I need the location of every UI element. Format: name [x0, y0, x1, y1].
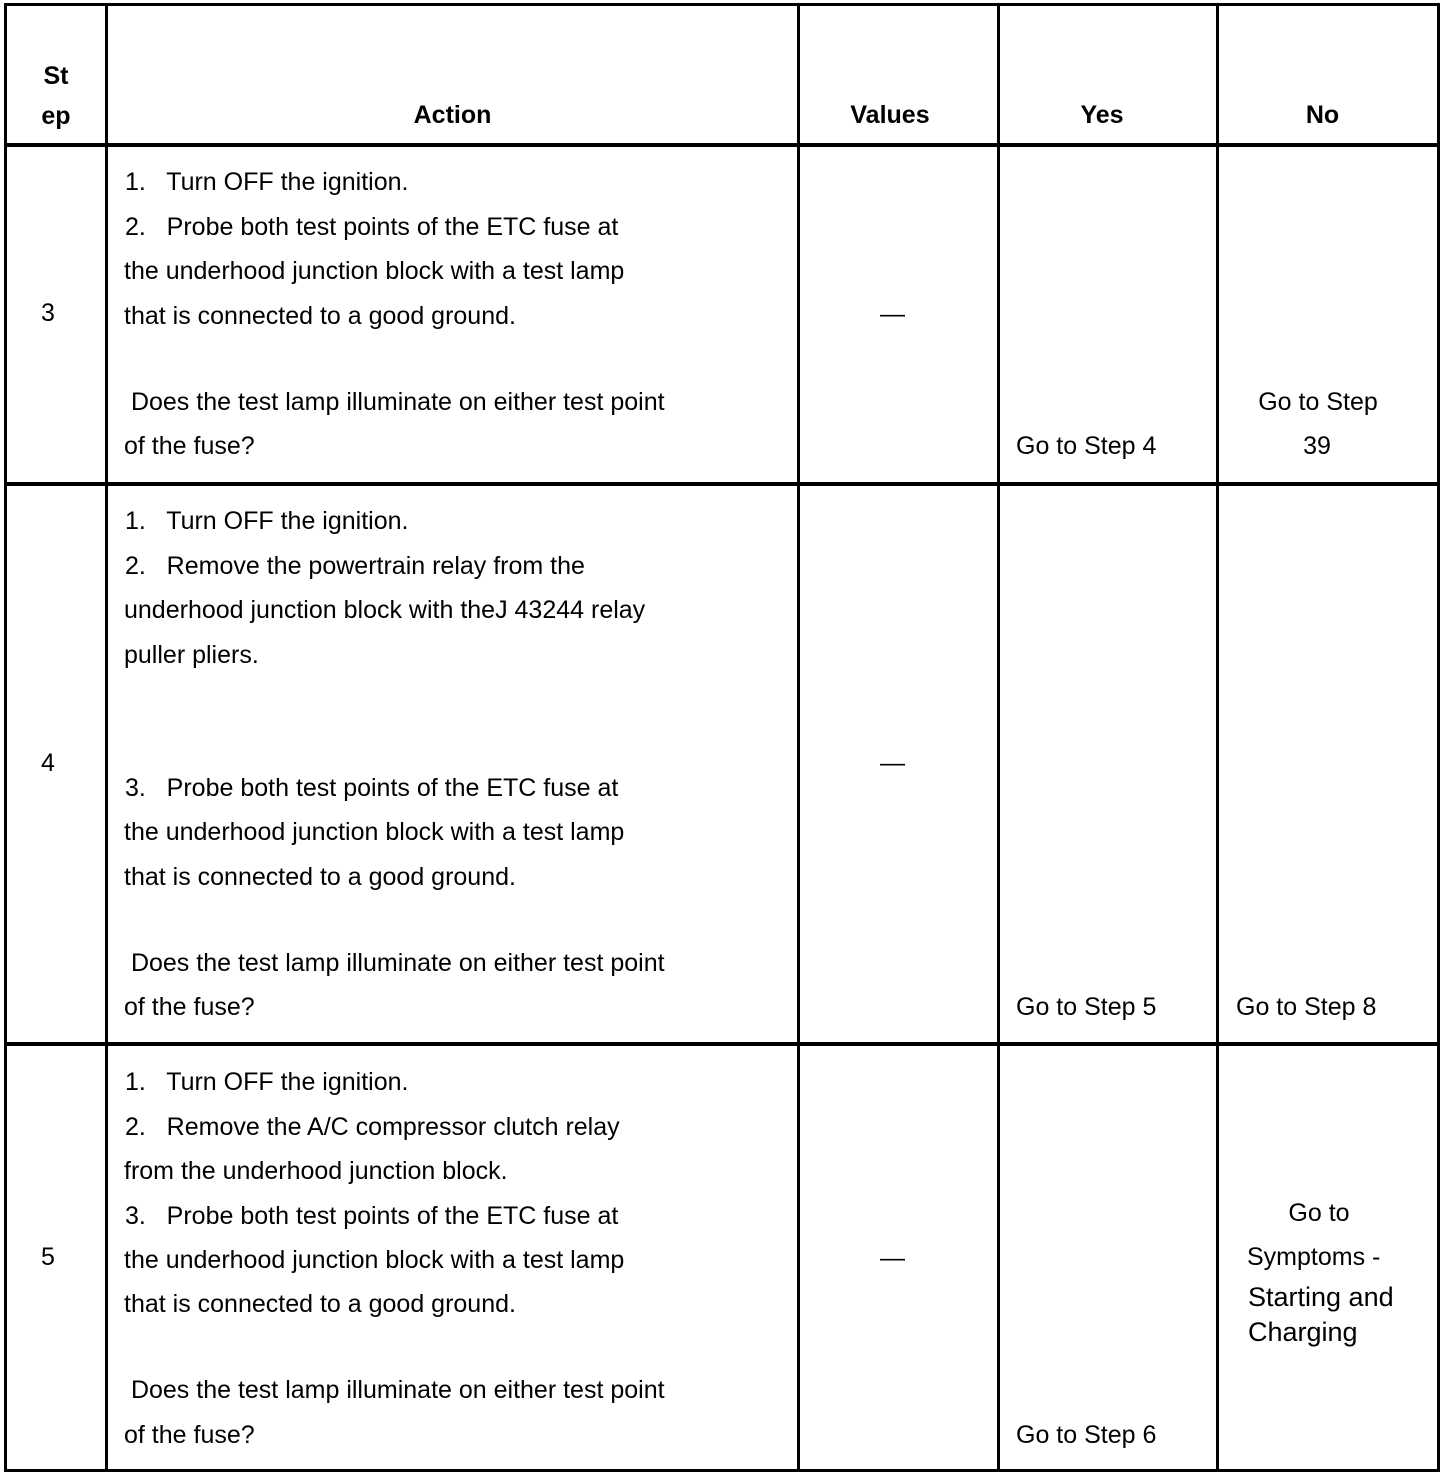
- header-yes: Yes: [1080, 101, 1124, 129]
- no-link[interactable]: Go to Step: [1258, 388, 1378, 416]
- step-number: 3: [41, 299, 55, 327]
- header-action: Action: [413, 101, 492, 129]
- value-dash: —: [880, 300, 905, 328]
- action-line: 1. Turn OFF the ignition.: [125, 1068, 409, 1096]
- step-number: 5: [41, 1243, 55, 1271]
- action-line: 2. Remove the A/C compressor clutch relay: [125, 1113, 620, 1141]
- action-line: the underhood junction block with a test lamp: [124, 1246, 625, 1274]
- action-line: puller pliers.: [124, 641, 259, 669]
- yes-link[interactable]: Go to Step 5: [1016, 993, 1157, 1021]
- header-values: Values: [850, 101, 930, 129]
- header-step: ep: [41, 102, 71, 130]
- yes-link[interactable]: Go to Step 4: [1016, 432, 1157, 460]
- action-line: the underhood junction block with a test lamp: [124, 818, 625, 846]
- table-border-top: [4, 3, 1440, 6]
- no-link[interactable]: Symptoms -: [1247, 1243, 1381, 1271]
- action-line: the underhood junction block with a test lamp: [124, 257, 625, 285]
- no-link[interactable]: Go to: [1288, 1199, 1350, 1227]
- no-link[interactable]: Starting and: [1248, 1282, 1394, 1312]
- row-divider: [4, 1042, 1440, 1046]
- header-no: No: [1305, 101, 1340, 129]
- column-divider: [997, 3, 1000, 1472]
- action-line: that is connected to a good ground.: [124, 302, 516, 330]
- row-divider: [4, 482, 1440, 486]
- no-link[interactable]: Charging: [1248, 1317, 1358, 1347]
- no-link[interactable]: 39: [1303, 432, 1331, 460]
- value-dash: —: [880, 749, 905, 777]
- header-divider: [4, 143, 1440, 147]
- action-line: 1. Turn OFF the ignition.: [125, 168, 409, 196]
- yes-link[interactable]: Go to Step 6: [1016, 1421, 1157, 1449]
- action-line: underhood junction block with theJ 43244 relay: [124, 596, 646, 624]
- action-line: from the underhood junction block.: [124, 1157, 508, 1185]
- action-question: Does the test lamp illuminate on either test point: [124, 388, 665, 416]
- action-question: of the fuse?: [124, 1421, 255, 1449]
- action-line: 3. Probe both test points of the ETC fuse at: [125, 774, 619, 802]
- action-line: 2. Remove the powertrain relay from the: [125, 552, 585, 580]
- action-question: Does the test lamp illuminate on either test point: [124, 949, 665, 977]
- action-question: of the fuse?: [124, 993, 255, 1021]
- action-line: 1. Turn OFF the ignition.: [125, 507, 409, 535]
- action-question: of the fuse?: [124, 432, 255, 460]
- action-line: 2. Probe both test points of the ETC fuse at: [125, 213, 619, 241]
- column-divider: [1216, 3, 1219, 1472]
- column-divider: [105, 3, 108, 1472]
- no-link[interactable]: Go to Step 8: [1236, 993, 1377, 1021]
- action-line: that is connected to a good ground.: [124, 1290, 516, 1318]
- header-step: St: [43, 62, 69, 90]
- step-number: 4: [41, 749, 55, 777]
- action-question: Does the test lamp illuminate on either test point: [124, 1376, 665, 1404]
- action-line: that is connected to a good ground.: [124, 863, 516, 891]
- action-line: 3. Probe both test points of the ETC fuse at: [125, 1202, 619, 1230]
- table-border-right: [1437, 3, 1440, 1472]
- value-dash: —: [880, 1244, 905, 1272]
- table-border-bottom: [4, 1469, 1440, 1472]
